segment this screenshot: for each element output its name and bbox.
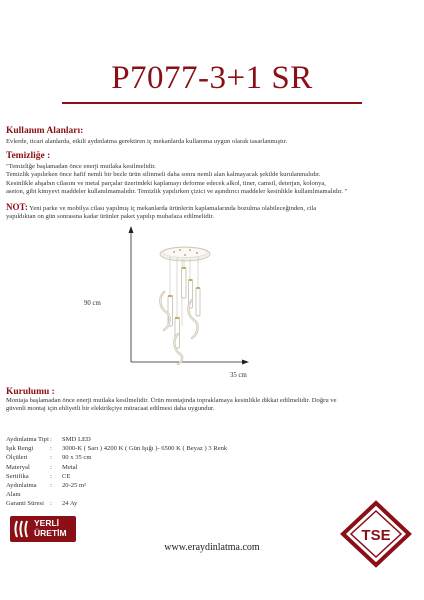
note-line: Yeni parke ve mobilya cilası yapılmış iç mekanlarda ürünlerin kaplamalarında bozulma olabileceğinden, cila — [27, 205, 317, 212]
spec-value: 24 Ay — [62, 500, 78, 508]
spec-separator: : — [50, 436, 52, 443]
spec-value: CE — [62, 472, 71, 480]
note-text — [6, 203, 420, 222]
spec-separator: : — [50, 482, 52, 490]
spec-separator: : — [50, 445, 52, 453]
spec-table — [6, 435, 227, 509]
spec-value: 20-25 m² — [62, 482, 87, 490]
spec-row — [6, 472, 227, 481]
spec-separator: : — [50, 454, 52, 462]
product-title: P7077-3+1 SR — [111, 60, 313, 96]
cleaning-text — [6, 163, 420, 196]
note-line: yapıldıktan on gün sonrasına kadar ürünler paket yapılıp muhafaza edilmelidir. — [6, 213, 215, 221]
website-url[interactable]: www.eraydinlatma.com — [164, 542, 260, 553]
cleaning-heading: Temizliğe : — [6, 151, 51, 161]
spec-row — [6, 444, 227, 453]
spec-separator: : — [50, 463, 52, 471]
spec-row — [6, 481, 227, 499]
badge-line-1: YERLİ — [34, 518, 60, 528]
tse-logo — [340, 500, 412, 568]
spec-row — [6, 463, 227, 472]
spec-row — [6, 453, 227, 462]
spec-key: Aydınlatma Alanı — [6, 482, 37, 499]
title-divider — [62, 102, 362, 104]
usage-heading: Kullanım Alanları: — [6, 126, 84, 136]
installation-text — [6, 397, 420, 414]
flag-stripe-icon — [14, 520, 30, 538]
installation-heading: Kurulumu : — [6, 387, 55, 397]
width-dimension-label: 35 cm — [230, 372, 247, 379]
spec-value: Metal — [62, 463, 78, 471]
spec-value: SMD LED — [62, 436, 91, 443]
badge-line-2: ÜRETİM — [34, 528, 67, 538]
note-label: NOT: — [6, 202, 28, 212]
spec-key: Aydınlatma Tipi — [6, 436, 49, 443]
spec-value: 3000-K ( Sarı ) 4200 K ( Gün Işığı )- 6500 K ( Beyaz ) 3 Renk — [62, 445, 228, 453]
spec-key: Garanti Süresi — [6, 500, 44, 508]
cleaning-line: Temizlik yapılırken önce hafif nemli bir bezle ürün silinmeli daha sonra nemli alan kalmayacak şekilde kurulanmalıdır. — [6, 171, 321, 179]
cleaning-line: Kesinlikle ahşabın cilasını ve metal parçalar üzerindeki kaplamayı deforme edecek alkol, tiner, camsil, deterjan, kolonya, — [6, 179, 326, 187]
spec-separator: : — [50, 472, 52, 480]
spec-key: Işık Rengi — [6, 445, 34, 453]
tse-logo-text: TSE — [361, 527, 391, 544]
cleaning-line: aseton, gibi kimyevi maddeler kullanılmamalıdır. Temizlik yapılırken çizici ve aşındırıcı maddeler kesinlikle kullanılmamalıdır. " — [6, 187, 348, 195]
installation-line: güvenli montaj için ehliyetli bir elektrikçiye müracaat edilmesi daha uygundur. — [6, 405, 215, 413]
yerli-uretim-badge — [10, 516, 76, 542]
spec-value: 90 x 35 cm — [62, 454, 92, 462]
cleaning-line: "Temizliğe başlamadan önce enerji mutlaka kesilmelidir. — [6, 163, 156, 170]
chandelier-illustration — [120, 226, 320, 386]
installation-line: Montaja başlamadan önce enerji mutlaka kesilmelidir. Ürün montajında topraklamaya kesinlikle dikkat edilmelidir. Doğru ve — [6, 397, 337, 404]
spec-row — [6, 499, 227, 508]
spec-separator: : — [50, 500, 52, 508]
height-dimension-label: 90 cm — [84, 300, 101, 307]
spec-key: Ölçüleri — [6, 454, 28, 462]
spec-key: Sertifika — [6, 472, 29, 480]
spec-row — [6, 435, 227, 444]
usage-text: Evlerde, ticari alanlarda, etkili aydınlatma gerektiren iç mekanlarda kullanıma uygun olarak tasarlanmıştır. — [6, 138, 288, 145]
spec-key: Materyal — [6, 463, 30, 471]
